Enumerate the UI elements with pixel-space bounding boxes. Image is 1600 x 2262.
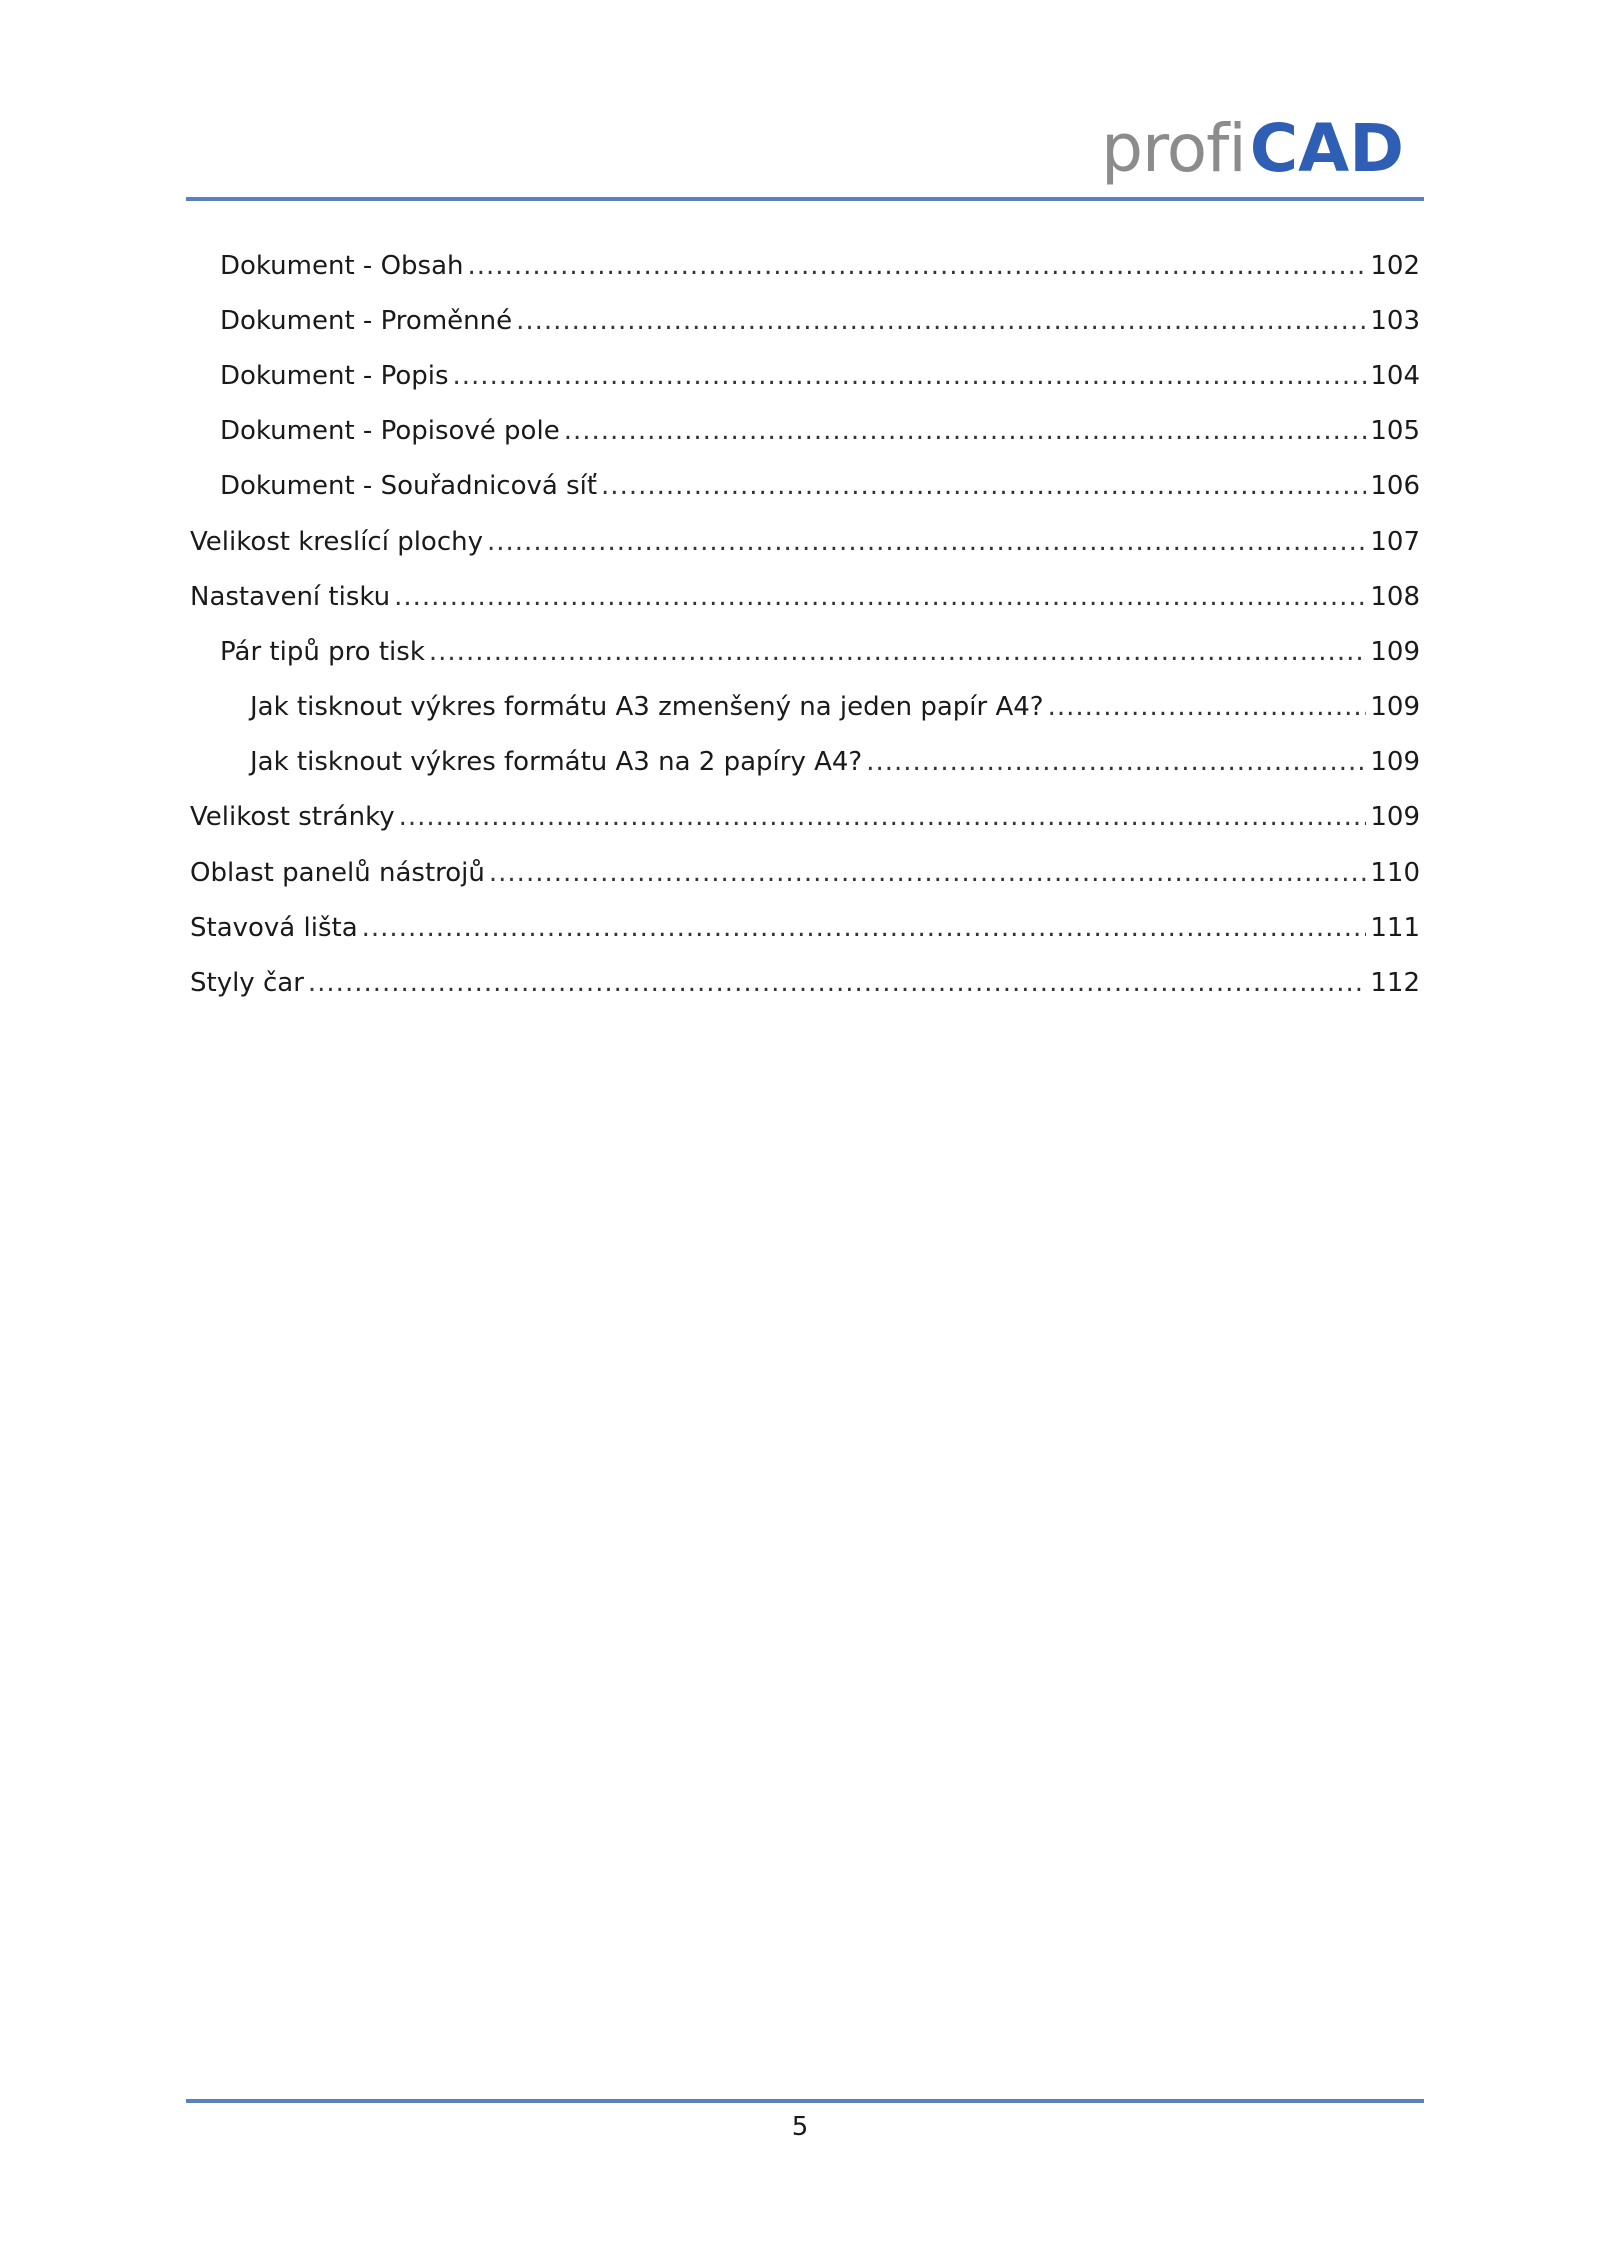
toc-entry[interactable] <box>190 735 1420 790</box>
toc-entry-page: 109 <box>1370 636 1420 667</box>
page-number: 5 <box>791 2112 809 2142</box>
toc-entry-title: Dokument - Souřadnicová síť <box>220 471 598 502</box>
toc-dot-leader <box>601 471 1366 501</box>
toc-dot-leader <box>1048 692 1367 722</box>
toc-entry[interactable] <box>190 404 1420 459</box>
toc-entry-page: 109 <box>1370 802 1420 833</box>
toc-entry-page: 106 <box>1370 471 1420 502</box>
toc-entry-page: 112 <box>1370 968 1420 999</box>
toc-entry[interactable] <box>190 790 1420 845</box>
toc-entry[interactable] <box>190 348 1420 403</box>
toc-entry[interactable] <box>190 680 1420 735</box>
toc-entry-title: Pár tipů pro tisk <box>220 636 425 667</box>
toc-dot-leader <box>489 858 1366 888</box>
toc-dot-leader <box>399 802 1367 832</box>
toc-entry[interactable] <box>190 293 1420 348</box>
toc-entry-page: 102 <box>1370 250 1420 281</box>
toc-entry-title: Velikost kreslící plochy <box>190 526 483 557</box>
logo-prefix: profi <box>1101 110 1246 187</box>
toc-dot-leader <box>516 306 1366 336</box>
toc-entry-title: Dokument - Popisové pole <box>220 416 560 447</box>
toc-entry-title: Velikost stránky <box>190 802 395 833</box>
toc-dot-leader <box>394 582 1366 612</box>
table-of-contents <box>190 238 1420 1011</box>
toc-entry-title: Jak tisknout výkres formátu A3 zmenšený na jeden papír A4? <box>250 692 1044 723</box>
toc-dot-leader <box>453 361 1367 391</box>
toc-dot-leader <box>564 416 1367 446</box>
logo-suffix-text: CAD <box>1249 110 1404 187</box>
toc-entry-page: 105 <box>1370 416 1420 447</box>
toc-dot-leader <box>866 747 1366 777</box>
toc-dot-leader <box>468 251 1367 281</box>
toc-dot-leader <box>487 527 1366 557</box>
toc-entry-page: 103 <box>1370 305 1420 336</box>
header-rule <box>186 197 1424 201</box>
toc-entry-title: Jak tisknout výkres formátu A3 na 2 papíry A4? <box>250 747 863 778</box>
footer-rule <box>186 2099 1424 2103</box>
toc-dot-leader <box>308 968 1366 998</box>
toc-entry[interactable] <box>190 514 1420 569</box>
toc-entry-title: Dokument - Proměnné <box>220 305 513 336</box>
toc-entry[interactable] <box>190 238 1420 293</box>
toc-entry-page: 109 <box>1370 692 1420 723</box>
logo-suffix <box>1249 110 1404 187</box>
toc-entry-title: Styly čar <box>190 968 304 999</box>
toc-entry-title: Nastavení tisku <box>190 581 391 612</box>
toc-entry-page: 107 <box>1370 526 1420 557</box>
toc-entry-page: 109 <box>1370 747 1420 778</box>
toc-entry[interactable] <box>190 459 1420 514</box>
toc-entry[interactable] <box>190 845 1420 900</box>
toc-entry-page: 111 <box>1370 912 1420 943</box>
toc-entry-title: Oblast panelů nástrojů <box>190 857 485 888</box>
toc-entry-title: Dokument - Popis <box>220 360 449 391</box>
toc-entry-title: Dokument - Obsah <box>220 250 464 281</box>
toc-dot-leader <box>429 637 1366 667</box>
toc-entry-page: 108 <box>1370 581 1420 612</box>
toc-entry[interactable] <box>190 955 1420 1010</box>
toc-entry[interactable] <box>190 569 1420 624</box>
toc-entry[interactable] <box>190 624 1420 679</box>
toc-entry-page: 104 <box>1370 360 1420 391</box>
proficad-logo <box>1101 110 1404 187</box>
toc-dot-leader <box>362 913 1367 943</box>
toc-entry-page: 110 <box>1370 857 1420 888</box>
toc-entry[interactable] <box>190 900 1420 955</box>
toc-entry-title: Stavová lišta <box>190 912 358 943</box>
